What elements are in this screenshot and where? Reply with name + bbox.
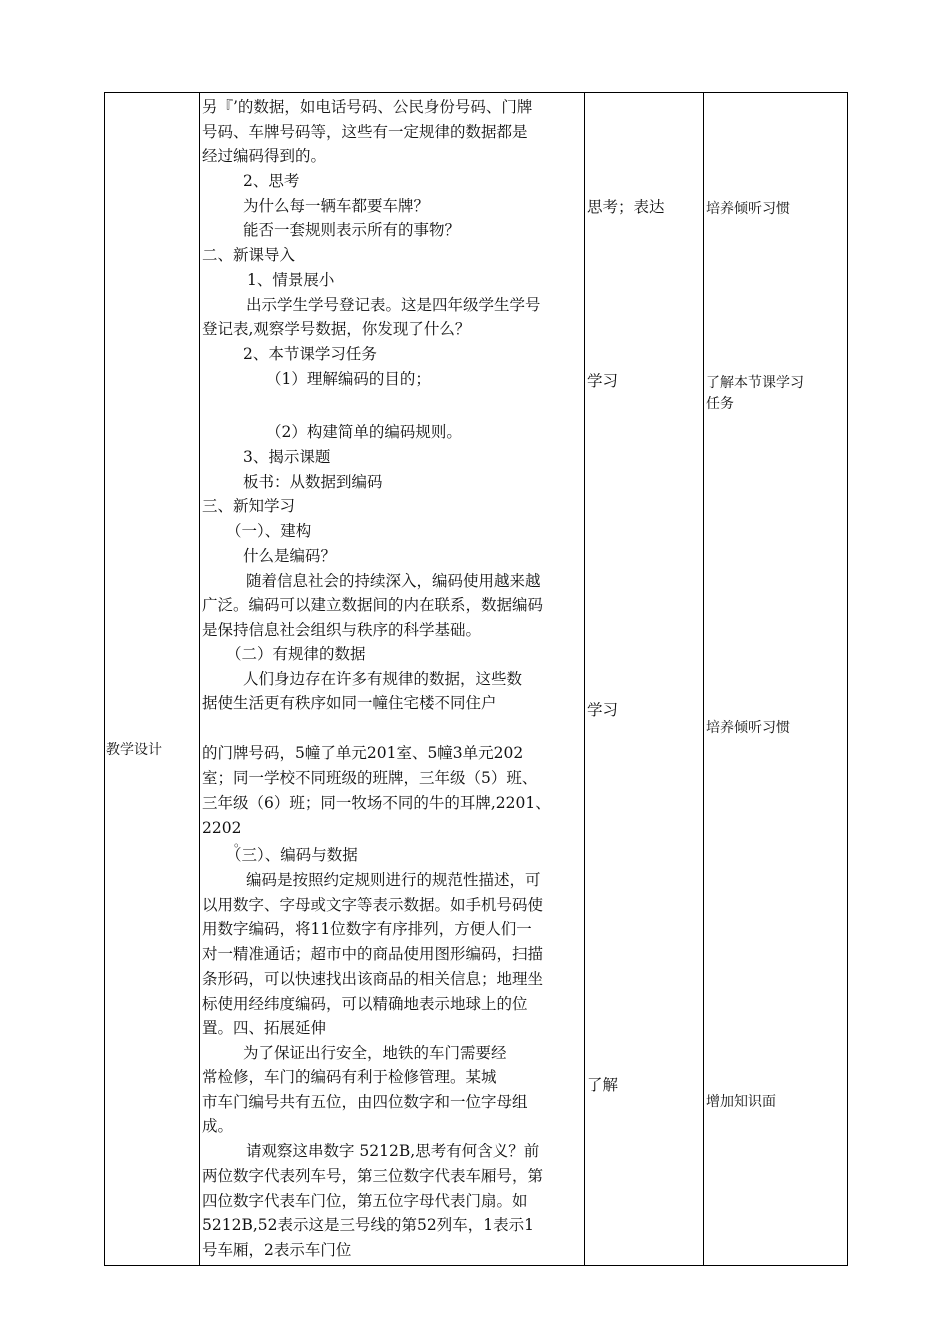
design-intent: 增加知识面 <box>706 1094 776 1110</box>
content-line: 什么是编码？ <box>243 547 337 565</box>
table-left-border <box>104 92 105 1266</box>
content-line: 5212B,52表示这是三号线的第52列车，1表示1 <box>202 1216 534 1234</box>
content-line: 另『’的数据，如电话号码、公民身份号码、门牌 <box>202 98 533 116</box>
content-line: 广泛。编码可以建立数据间的内在联系，数据编码 <box>202 596 544 614</box>
column-divider-3 <box>703 92 704 1266</box>
content-line: （一）、建构 <box>226 522 312 540</box>
design-intent: 培养倾听习惯 <box>706 720 790 736</box>
content-line: （1）理解编码的目的； <box>266 370 431 388</box>
content-line: 两位数字代表列车号，第三位数字代表车厢号，第 <box>202 1167 544 1185</box>
content-line: 2202 <box>202 819 242 837</box>
content-line: 是保持信息社会组织与秩序的科学基础。 <box>202 621 482 639</box>
content-line: 3、揭示课题 <box>243 448 331 466</box>
content-line: 为什么每一辆车都要车牌？ <box>243 197 430 215</box>
content-line: 据使生活更有秩序如同一幢住宅楼不同住户 <box>202 694 497 712</box>
table-right-border <box>847 92 848 1266</box>
column-divider-1 <box>199 92 200 1266</box>
content-line: （2）构建简单的编码规则。 <box>266 423 462 441</box>
content-line: 为了保证出行安全，地铁的车门需要经 <box>243 1044 507 1062</box>
student-activity: 思考；表达 <box>587 198 665 216</box>
content-line: 经过编码得到的。 <box>202 147 327 165</box>
content-line: 请观察这串数字 5212B,思考有何含义？前 <box>246 1142 540 1160</box>
content-line: 三、新知学习 <box>202 497 296 515</box>
content-line: 的门牌号码，5幢了单元201室、5幢3单元202 <box>202 744 524 762</box>
content-line: 1、情景展小 <box>247 271 335 289</box>
content-line: 四位数字代表车门位，第五位字母代表门扇。如 <box>202 1192 528 1210</box>
content-line: 号码、车牌号码等，这些有一定规律的数据都是 <box>202 123 528 141</box>
student-activity: 学习 <box>587 372 619 390</box>
student-activity: 了解 <box>587 1076 619 1094</box>
content-line: 用数字编码，将11位数字有序排列，方便人们一 <box>202 920 532 938</box>
content-line: 出示学生学号登记表。这是四年级学生学号 <box>246 296 541 314</box>
design-intent: 培养倾听习惯 <box>706 201 790 217</box>
content-line: 。 <box>234 835 247 849</box>
content-line: 室；同一学校不同班级的班牌，三年级（5）班、 <box>202 769 538 787</box>
section-label: 教学设计 <box>106 742 162 758</box>
content-line: 置。四、拓展延伸 <box>202 1019 327 1037</box>
content-line: 2、本节课学习任务 <box>243 345 377 363</box>
content-line: 人们身边存在许多有规律的数据，这些数 <box>243 670 523 688</box>
content-line: 编码是按照约定规则进行的规范性描述，可 <box>246 871 541 889</box>
content-line: 板书：从数据到编码 <box>243 473 383 491</box>
student-activity: 学习 <box>587 701 619 719</box>
table-bottom-border <box>104 1265 848 1266</box>
content-line: 号车厢，2表示车门位 <box>202 1241 352 1259</box>
content-line: 条形码，可以快速找出该商品的相关信息；地理坐 <box>202 970 544 988</box>
content-line: （三）、编码与数据 <box>226 846 358 864</box>
content-line: 登记表,观察学号数据，你发现了什么？ <box>202 320 471 338</box>
design-intent: 任务 <box>706 396 734 412</box>
column-divider-2 <box>584 92 585 1266</box>
content-line: 2、思考 <box>243 172 300 190</box>
content-line: 市车门编号共有五位，由四位数字和一位字母组 <box>202 1093 528 1111</box>
design-intent: 了解本节课学习 <box>706 375 804 391</box>
content-line: 常检修，车门的编码有利于检修管理。某城 <box>202 1068 497 1086</box>
content-line: 三年级（6）班；同一牧场不同的牛的耳牌,2201、 <box>202 794 551 812</box>
content-line: 能否一套规则表示所有的事物？ <box>243 221 461 239</box>
content-line: 二、新课导入 <box>202 246 296 264</box>
content-line: （二）有规律的数据 <box>226 645 366 663</box>
content-line: 对一精准通话；超市中的商品使用图形编码，扫描 <box>202 945 544 963</box>
content-line: 以用数字、字母或文字等表示数据。如手机号码使 <box>202 896 544 914</box>
content-line: 成。 <box>202 1117 234 1135</box>
content-line: 随着信息社会的持续深入，编码使用越来越 <box>246 572 541 590</box>
table-top-border <box>104 92 848 93</box>
content-line: 标使用经纬度编码，可以精确地表示地球上的位 <box>202 995 528 1013</box>
